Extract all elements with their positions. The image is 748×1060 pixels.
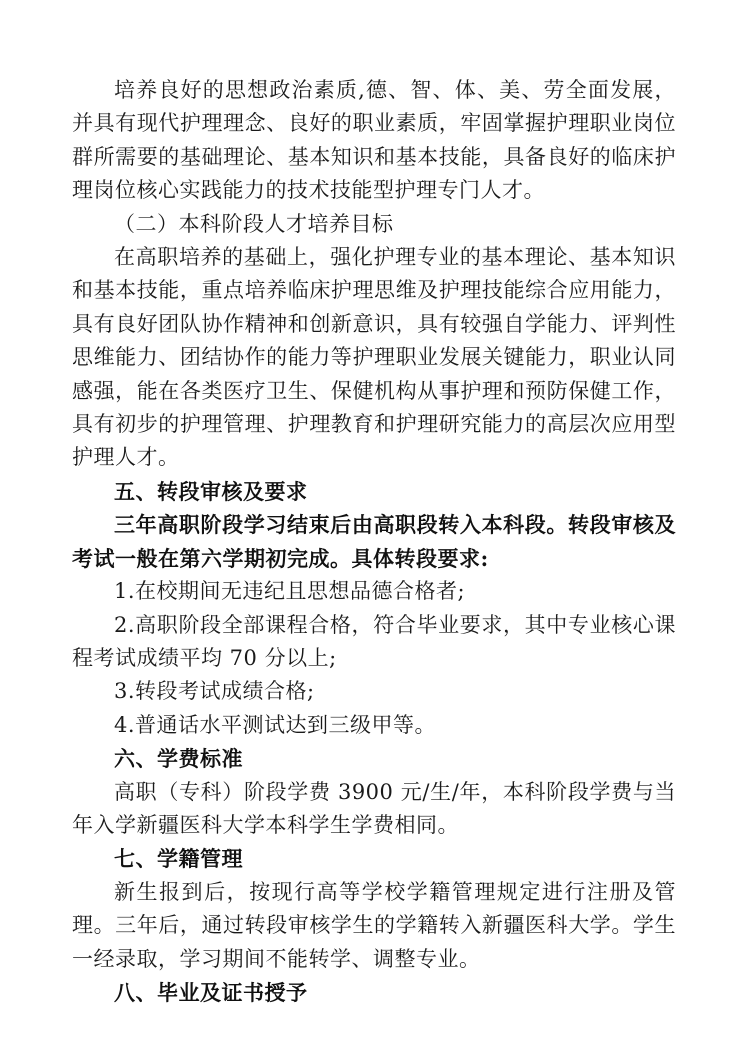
list-item: 4.普通话水平测试达到三级甲等。: [114, 712, 437, 737]
section-heading: 五、转段审核及要求: [114, 478, 308, 504]
paragraph: 培养良好的思想政治素质,德、智、体、美、劳全面发展，并具有现代护理理念、良好的职业素质，牢固掌握护理职业岗位群所需要的基础理论、基本知识和基本技能，具备良好的临床护理岗位核心实践能力的技术技能型护理专门人才。: [72, 78, 676, 203]
document-content: [72, 74, 676, 1009]
sub-heading: （二）本科阶段人才培养目标: [114, 211, 394, 236]
list-item: 1.在校期间无违纪且思想品德合格者;: [114, 579, 466, 604]
paragraph: 三年高职阶段学习结束后由高职段转入本科段。转段审核及考试一般在第六学期初完成。具体转段要求:: [72, 512, 676, 571]
paragraph: 在高职培养的基础上，强化护理专业的基本理论、基本知识和基本技能，重点培养临床护理思维及护理技能综合应用能力，具有良好团队协作精神和创新意识，具有较强自学能力、评判性思维能力、团结协作的能力等护理职业发展关键能力，职业认同感强，能在各类医疗卫生、保健机构从事护理和预防保健工作，具有初步的护理管理、护理教育和护理研究能力的高层次应用型护理人才。: [72, 245, 676, 470]
section-heading: 七、学籍管理: [114, 846, 243, 872]
paragraph: 高职（专科）阶段学费 3900 元/生/年，本科阶段学费与当年入学新疆医科大学本科学生学费相同。: [72, 779, 676, 837]
list-item: 3.转段考试成绩合格;: [114, 679, 315, 704]
section-heading: 八、毕业及证书授予: [114, 979, 308, 1005]
paragraph: 新生报到后，按现行高等学校学籍管理规定进行注册及管理。三年后，通过转段审核学生的学籍转入新疆医科大学。学生一经录取，学习期间不能转学、调整专业。: [72, 879, 676, 971]
list-item: 2.高职阶段全部课程合格，符合毕业要求，其中专业核心课程考试成绩平均 70 分以上;: [72, 612, 676, 670]
section-heading: 六、学费标准: [114, 746, 243, 772]
